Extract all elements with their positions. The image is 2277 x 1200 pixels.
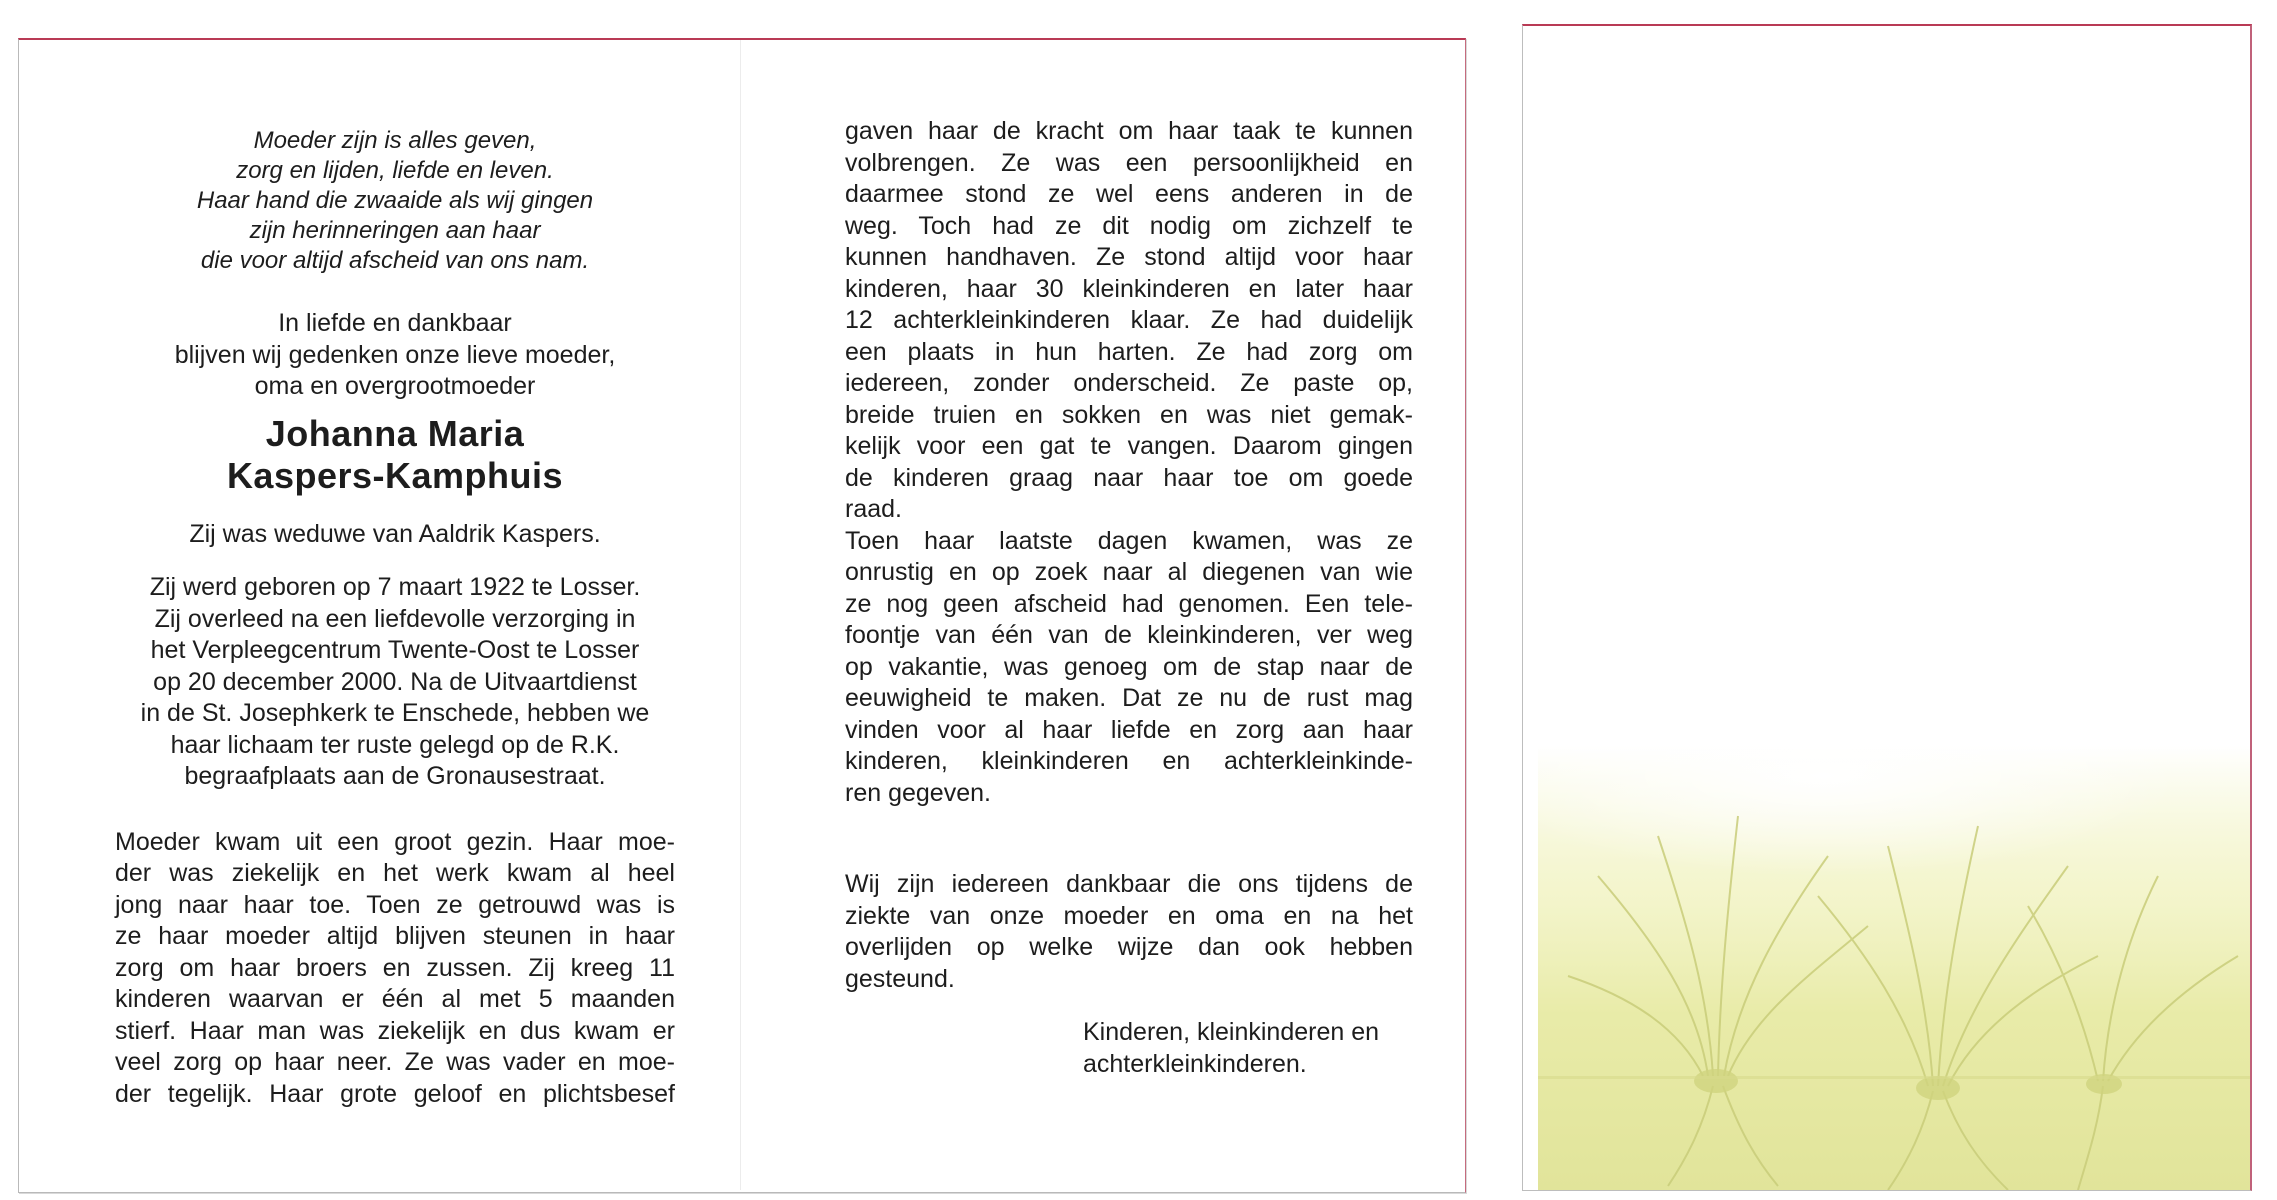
life-detail-line: op 20 december 2000. Na de Uitvaartdienst xyxy=(153,667,637,696)
story-line: raad. xyxy=(845,495,902,523)
story-line: gaven haar de kracht om haar taak te kunnen xyxy=(845,117,1413,145)
story-line: eeuwigheid te maken. Dat ze nu de rust mag xyxy=(845,684,1413,712)
thanks-line: overlijden op welke wijze dan ook hebben xyxy=(845,933,1413,961)
story-line: ze nog geen afscheid had genomen. Een tele- xyxy=(845,589,1413,618)
story-line: vinden voor al haar liefde en zorg aan haar xyxy=(845,715,1413,744)
story-line: op vakantie, was genoeg om de stap naar de xyxy=(845,652,1413,681)
story-line: kunnen handhaven. Ze stond altijd voor haar xyxy=(845,243,1413,271)
intro-line: oma en overgrootmoeder xyxy=(254,372,536,400)
life-story-part-2 xyxy=(845,116,1413,526)
poem-line: zijn herinneringen aan haar xyxy=(249,217,541,244)
story-line: ze haar moeder altijd blijven steunen in haar xyxy=(115,922,675,950)
left-text-column xyxy=(115,126,675,1110)
story-line: veel zorg op haar neer. Ze was vader en moe- xyxy=(115,1048,675,1076)
life-detail-line: het Verpleegcentrum Twente-Oost te Losser xyxy=(150,636,640,664)
poem-line: die voor altijd afscheid van ons nam. xyxy=(200,247,590,274)
memorial-card-cover xyxy=(1522,24,2252,1191)
story-line: ren gegeven. xyxy=(845,778,991,807)
story-line: foontje van één van de kleinkinderen, ver weg xyxy=(845,621,1413,649)
widow-statement: Zij was weduwe van Aaldrik Kaspers. xyxy=(189,519,601,548)
memorial-poem xyxy=(115,126,675,276)
story-line: volbrengen. Ze was een persoonlijkheid en xyxy=(845,148,1413,177)
signature-line: Kinderen, kleinkinderen en xyxy=(1083,1018,1380,1046)
story-line: stierf. Haar man was ziekelijk en dus kwam er xyxy=(115,1016,675,1045)
deceased-given-names: Johanna Maria xyxy=(265,412,525,454)
signature-line: achterkleinkinderen. xyxy=(1083,1049,1307,1078)
poem-line: Haar hand die zwaaide als wij gingen xyxy=(196,187,594,214)
story-line: iedereen, zonder onderscheid. Ze paste op, xyxy=(845,369,1413,397)
poem-line: zorg en lijden, liefde en leven. xyxy=(236,157,554,184)
story-line: een plaats in hun harten. Ze had zorg om xyxy=(845,337,1413,366)
story-line: Moeder kwam uit een groot gezin. Haar moe- xyxy=(115,827,675,856)
story-line: jong naar haar toe. Toen ze getrouwd was is xyxy=(115,890,675,919)
story-line: Toen haar laatste dagen kwamen, was ze xyxy=(845,526,1413,555)
deceased-name xyxy=(115,413,675,497)
story-line: zorg om haar broers en zussen. Zij kreeg 11 xyxy=(115,953,675,982)
life-story-part-3 xyxy=(845,526,1413,810)
life-details xyxy=(115,572,675,793)
story-line: der tegelijk. Haar grote geloof en plichtsbesef xyxy=(115,1079,675,1108)
thanks-line: ziekte van onze moeder en oma en na het xyxy=(845,901,1413,930)
willow-trees-illustration xyxy=(1538,746,2250,1190)
story-line: 12 achterkleinkinderen klaar. Ze had duidelijk xyxy=(845,306,1413,334)
life-detail-line: haar lichaam ter ruste gelegd op de R.K. xyxy=(170,730,620,759)
story-line: daarmee stond ze wel eens anderen in de xyxy=(845,180,1413,208)
thanks-line: gesteund. xyxy=(845,964,955,993)
intro-line: blijven wij gedenken onze lieve moeder, xyxy=(174,340,616,369)
life-story-part-1 xyxy=(115,827,675,1111)
right-text-column xyxy=(845,116,1413,1080)
life-detail-line: begraafplaats aan de Gronausestraat. xyxy=(184,762,606,790)
story-line: kelijk voor een gat te vangen. Daarom gingen xyxy=(845,432,1413,460)
thanks-line: Wij zijn iedereen dankbaar die ons tijdens de xyxy=(845,870,1413,898)
story-line: der was ziekelijk en het werk kwam al heel xyxy=(115,859,675,887)
story-line: onrustig en op zoek naar al diegenen van wie xyxy=(845,558,1413,586)
story-line: breide truien en sokken en was niet gemak- xyxy=(845,400,1413,429)
life-detail-line: Zij overleed na een liefdevolle verzorging in xyxy=(154,604,636,633)
story-line: weg. Toch had ze dit nodig om zichzelf te xyxy=(845,211,1413,240)
life-detail-line: in de St. Josephkerk te Enschede, hebben we xyxy=(140,699,650,727)
story-line: kinderen, haar 30 kleinkinderen en later haar xyxy=(845,274,1413,303)
intro-line: In liefde en dankbaar xyxy=(278,309,512,337)
story-line: kinderen, kleinkinderen en achterkleinkinde- xyxy=(845,747,1413,775)
story-line: kinderen waarvan er één al met 5 maanden xyxy=(115,985,675,1013)
poem-line: Moeder zijn is alles geven, xyxy=(253,127,537,154)
deceased-surname: Kaspers-Kamphuis xyxy=(226,454,564,496)
story-line: de kinderen graag naar haar toe om goede xyxy=(845,463,1413,492)
life-detail-line: Zij werd geboren op 7 maart 1922 te Losser. xyxy=(149,573,641,601)
signature xyxy=(1083,1017,1413,1080)
thanks-text xyxy=(845,869,1413,995)
card-fold-line xyxy=(740,40,741,1190)
intro-text xyxy=(115,308,675,403)
